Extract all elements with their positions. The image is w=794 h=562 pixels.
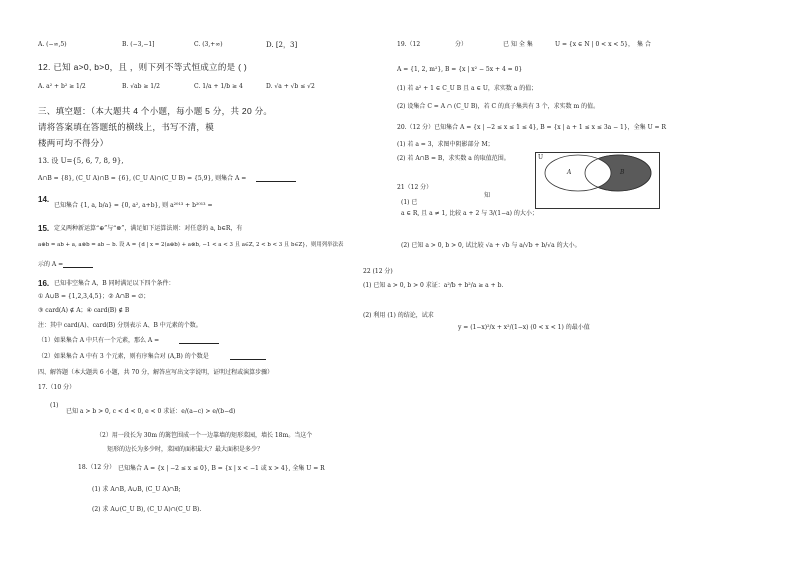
question-20-part-2: (2) 若 A∩B = B，求实数 a 的取值范围。	[397, 155, 510, 162]
question-14-number: 14.	[38, 195, 50, 204]
venn-diagram	[535, 152, 660, 209]
question-16-condition-3: ③ card(A) ∉ A；④ card(B) ∉ B	[38, 307, 130, 314]
question-16-part-1: （1）如果集合 A 中只有一个元素，那么 A =	[38, 337, 160, 344]
question-19-set-label: 集 合	[637, 41, 651, 48]
question-19-part-2: (2) 设集合 C = A ∩ (C_U B)，若 C 的真子集共有 3 个，求实数 m 的值。	[397, 103, 600, 110]
question-19-universal-set: U = {x ∈ N | 0 < x < 5}，	[555, 41, 634, 48]
question-15-answer-label: 示的 A =	[38, 261, 64, 268]
option-c: C. 1/a + 1/b ≥ 4	[194, 83, 243, 90]
option-a: A. (−∞,5)	[38, 41, 67, 48]
question-17-part-1: 已知 a > b > 0, c < d < 0, e < 0 求证：e/(a−c) > e/(b−d)	[66, 408, 236, 415]
question-13-text: A∩B = {8}, (C_U A)∩B = {6}, (C_U A)∩(C_U B) = {5,9}, 则集合 A =	[38, 175, 247, 182]
option-d: D. [2，3]	[266, 41, 298, 49]
question-15-text: a⊕b = ab + a, a⊗b = ab − b. 设 A = {d | x = 2(a⊕b) + a⊗b, −1 < a < 3 且 a∈Z, 2 < b < 3 且 b∈Z}，则用列举法表	[38, 242, 344, 248]
venn-label-u: U	[538, 154, 544, 161]
question-21-part-1: (1) 已	[401, 199, 418, 206]
question-21-zhi: 知	[484, 192, 491, 199]
question-16-part-2: （2）如果集合 A 中有 3 个元素，则有序集合对 (A,B) 的个数是	[38, 353, 209, 360]
question-18: 已知集合 A = {x | −2 ≤ x ≤ 0}, B = {x | x < −1 或 x > 4}, 全集 U = R	[118, 465, 325, 472]
section-4-heading: 四、解答题（本大题共 6 小题，共 70 分，解答应写出文字说明，证明过程或演算步骤）	[38, 369, 274, 376]
question-19-points: 分）	[455, 41, 468, 48]
question-21: 21（12 分）	[397, 184, 433, 191]
section-3-line-3: 楼两可均不得分）	[38, 138, 109, 148]
question-19-part-1: (1) 若 a² + 1 ∈ C_U B 且 a ∈ U，求实数 a 的值；	[397, 85, 538, 92]
question-15-number: 15.	[38, 224, 50, 233]
question-22-part-2-formula: y = (1−x)²/x + x²/(1−x) (0 < x < 1) 的最小值	[458, 324, 590, 331]
question-16: 已知非空集合 A，B 同时满足以下四个条件：	[54, 280, 175, 287]
answer-blank-16-2	[230, 359, 266, 360]
question-18-number: 18.（12 分）	[78, 464, 116, 471]
question-18-part-2: (2) 求 A∪(C_U B), (C_U A)∩(C_U B).	[92, 506, 202, 513]
question-20: 20.（12 分）已知集合 A = {x | −2 ≤ x ≤ 1 ≤ 4}, B = {x | a + 1 ≤ x ≤ 3a − 1}，全集 U = R	[397, 124, 667, 131]
question-17-part-2-line-2: 矩形的边长为多少时，菜园的面积最大？最大面积是多少？	[107, 446, 264, 453]
section-3-heading: 三、填空题：（本大题共 4 个小题，每小题 5 分，共 20 分。	[38, 106, 273, 116]
set-a-circle	[545, 155, 611, 191]
question-13: 13. 设 U={5, 6, 7, 8, 9},	[38, 157, 124, 165]
question-12: 12. 已知 a>0, b>0，且 ，则下列不等式恒成立的是 ( )	[38, 62, 248, 72]
question-22-part-1: (1) 已知 a > 0, b > 0 求证：a²/b + b²/a ≥ a + b.	[363, 282, 504, 289]
question-19-number: 19.（12	[397, 41, 421, 48]
option-b: B. √ab ≥ 1/2	[122, 83, 160, 90]
question-21-part-2: (2) 已知 a > 0, b > 0, 试比较 √a + √b 与 a/√b + b/√a 的大小。	[401, 242, 581, 249]
question-22: 22 (12 分)	[363, 268, 393, 275]
venn-label-a: A	[567, 169, 572, 176]
question-20-part-1: (1) 若 a = 3，求图中阴影部分 M；	[397, 141, 494, 148]
option-d: D. √a + √b ≤ √2	[266, 83, 315, 90]
answer-blank-13	[256, 181, 296, 182]
section-3-line-2: 请将答案填在答题纸的横线上，书写不清，模	[38, 122, 215, 132]
question-21-part-1-text: a ∈ R, 且 a ≠ 1, 比较 a + 2 与 3/(1−a) 的大小；	[401, 210, 538, 217]
question-16-number: 16.	[38, 279, 50, 288]
option-b: B. (−3,−1]	[122, 41, 155, 48]
answer-blank-16-1	[179, 343, 219, 344]
question-16-condition-1: ① A∪B = {1,2,3,4,5}；② A∩B = ∅；	[38, 293, 150, 300]
option-a: A. a² + b² ≥ 1/2	[38, 83, 86, 90]
venn-label-b: B	[620, 169, 625, 176]
question-18-part-1: (1) 求 A∩B, A∪B, (C_U A)∩B;	[92, 486, 181, 493]
question-22-part-2: (2) 利用 (1) 的结论，试求	[363, 312, 434, 319]
question-19: 已 知 全 集	[503, 41, 533, 48]
answer-blank-15	[63, 267, 93, 268]
question-16-note: 注：其中 card(A)、card(B) 分别表示 A、B 中元素的个数。	[38, 322, 202, 329]
question-17-part-1-number: (1)	[50, 402, 59, 409]
question-19-sets: A = {1, 2, m²}, B = {x | x² − 5x + 4 = 0}	[397, 66, 523, 73]
question-14: 已知集合 {1, a, b/a} = {0, a², a+b}, 则 a²⁰¹³ + b²⁰¹³ =	[54, 202, 213, 209]
question-17: 17.（10 分）	[38, 384, 76, 391]
question-17-part-2: （2）用一段长为 30m 的篱笆围成一个一边靠墙的矩形菜园，墙长 18m。当这个	[96, 432, 313, 439]
option-c: C. (3,+∞)	[194, 41, 223, 48]
venn-diagram-graphic	[536, 153, 659, 208]
question-15: 定义两种新运算“⊕”与“⊗”，满足如下运算法则：对任意的 a, b∈R，有	[54, 225, 243, 232]
